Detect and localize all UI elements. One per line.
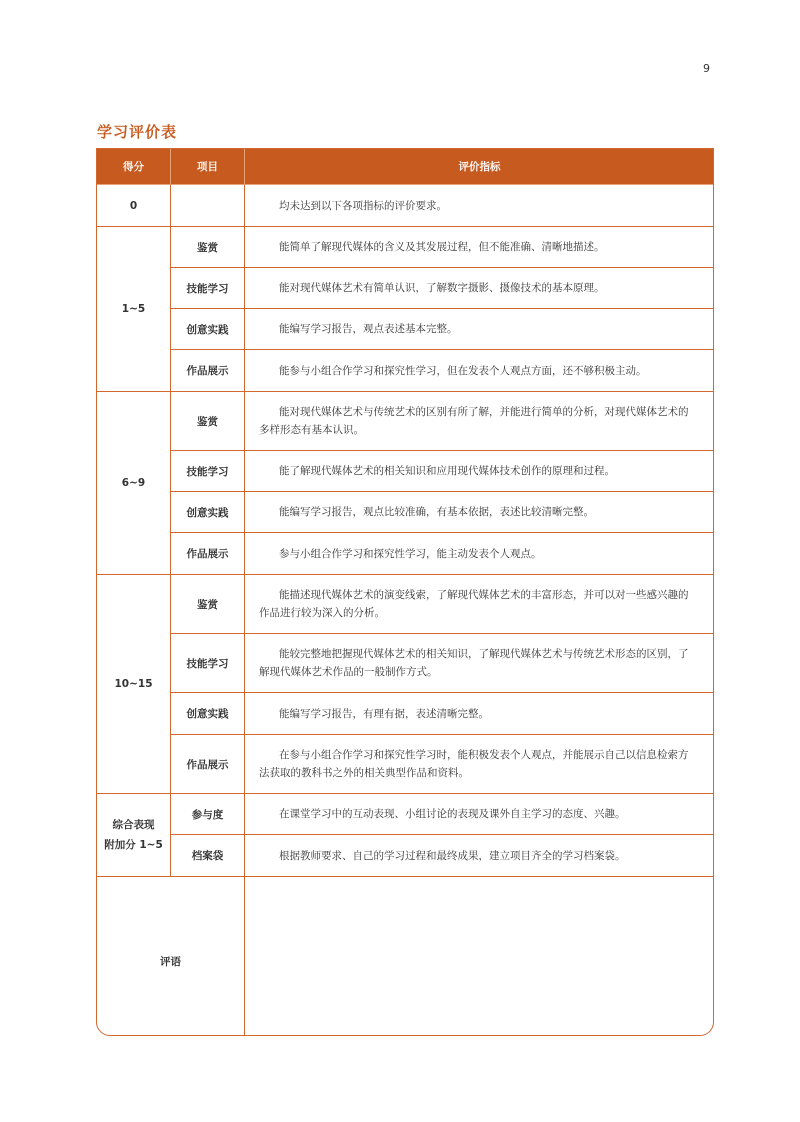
- item-cell: 技能学习: [171, 268, 245, 309]
- criteria-cell: 根据教师要求、自己的学习过程和最终成果，建立项目齐全的学习档案袋。: [245, 835, 715, 877]
- table-header-row: [97, 149, 715, 185]
- item-cell: 档案袋: [171, 835, 245, 877]
- evaluation-table-frame: [96, 148, 714, 1036]
- item-cell: 创意实践: [171, 309, 245, 350]
- score-cell: [97, 794, 171, 877]
- criteria-cell: 能编写学习报告，观点比较准确，有基本依据，表述比较清晰完整。: [245, 492, 715, 533]
- criteria-cell: 能了解现代媒体艺术的相关知识和应用现代媒体技术创作的原理和过程。: [245, 451, 715, 492]
- item-cell: 创意实践: [171, 693, 245, 735]
- table-row: [97, 835, 715, 877]
- evaluation-table: [96, 148, 714, 1036]
- section-title: 学习评价表: [97, 123, 178, 141]
- criteria-cell: 参与小组合作学习和探究性学习，能主动发表个人观点。: [245, 533, 715, 575]
- page-number: 9: [703, 62, 710, 75]
- criteria-cell: 能对现代媒体艺术与传统艺术的区别有所了解，并能进行简单的分析，对现代媒体艺术的多样形态有基本认识。: [245, 392, 715, 451]
- table-row: [97, 634, 715, 693]
- table-row: [97, 268, 715, 309]
- table-row: [97, 693, 715, 735]
- item-cell: [171, 185, 245, 227]
- criteria-cell: 能描述现代媒体艺术的演变线索，了解现代媒体艺术的丰富形态，并可以对一些感兴趣的作品进行较为深入的分析。: [245, 575, 715, 634]
- remark-content: [245, 877, 715, 1037]
- header-criteria: 评价指标: [245, 149, 715, 185]
- header-score: 得分: [97, 149, 171, 185]
- score-cell: 0: [97, 185, 171, 227]
- remark-label: 评语: [97, 877, 245, 1037]
- criteria-cell: 能编写学习报告，有理有据，表述清晰完整。: [245, 693, 715, 735]
- item-cell: 作品展示: [171, 533, 245, 575]
- table-row: [97, 451, 715, 492]
- remark-row: [97, 877, 715, 1037]
- table-row: [97, 492, 715, 533]
- criteria-cell: 能简单了解现代媒体的含义及其发展过程，但不能准确、清晰地描述。: [245, 227, 715, 268]
- table-row: [97, 533, 715, 575]
- criteria-cell: 能对现代媒体艺术有简单认识，了解数字摄影、摄像技术的基本原理。: [245, 268, 715, 309]
- score-label-line2: 附加分 1~5: [104, 839, 163, 851]
- item-cell: 鉴赏: [171, 575, 245, 634]
- table-row: [97, 575, 715, 634]
- table-row: [97, 185, 715, 227]
- criteria-cell: 在课堂学习中的互动表现、小组讨论的表现及课外自主学习的态度、兴趣。: [245, 794, 715, 835]
- criteria-cell: 能较完整地把握现代媒体艺术的相关知识，了解现代媒体艺术与传统艺术形态的区别，了解现代媒体艺术作品的一般制作方式。: [245, 634, 715, 693]
- score-cell: 6~9: [97, 392, 171, 575]
- score-cell: 1~5: [97, 227, 171, 392]
- score-cell: 10~15: [97, 575, 171, 794]
- table-row: [97, 309, 715, 350]
- table-row: [97, 794, 715, 835]
- criteria-cell: 能编写学习报告，观点表述基本完整。: [245, 309, 715, 350]
- item-cell: 作品展示: [171, 350, 245, 392]
- table-row: [97, 735, 715, 794]
- item-cell: 作品展示: [171, 735, 245, 794]
- item-cell: 技能学习: [171, 634, 245, 693]
- criteria-cell: 能参与小组合作学习和探究性学习，但在发表个人观点方面，还不够积极主动。: [245, 350, 715, 392]
- item-cell: 技能学习: [171, 451, 245, 492]
- table-row: [97, 227, 715, 268]
- item-cell: 创意实践: [171, 492, 245, 533]
- table-row: [97, 350, 715, 392]
- score-label-line1: 综合表现: [112, 819, 155, 831]
- criteria-cell: 在参与小组合作学习和探究性学习时，能积极发表个人观点，并能展示自己以信息检索方法获取的教科书之外的相关典型作品和资料。: [245, 735, 715, 794]
- header-item: 项目: [171, 149, 245, 185]
- table-row: [97, 392, 715, 451]
- item-cell: 鉴赏: [171, 227, 245, 268]
- criteria-cell: 均未达到以下各项指标的评价要求。: [245, 185, 715, 227]
- item-cell: 鉴赏: [171, 392, 245, 451]
- item-cell: 参与度: [171, 794, 245, 835]
